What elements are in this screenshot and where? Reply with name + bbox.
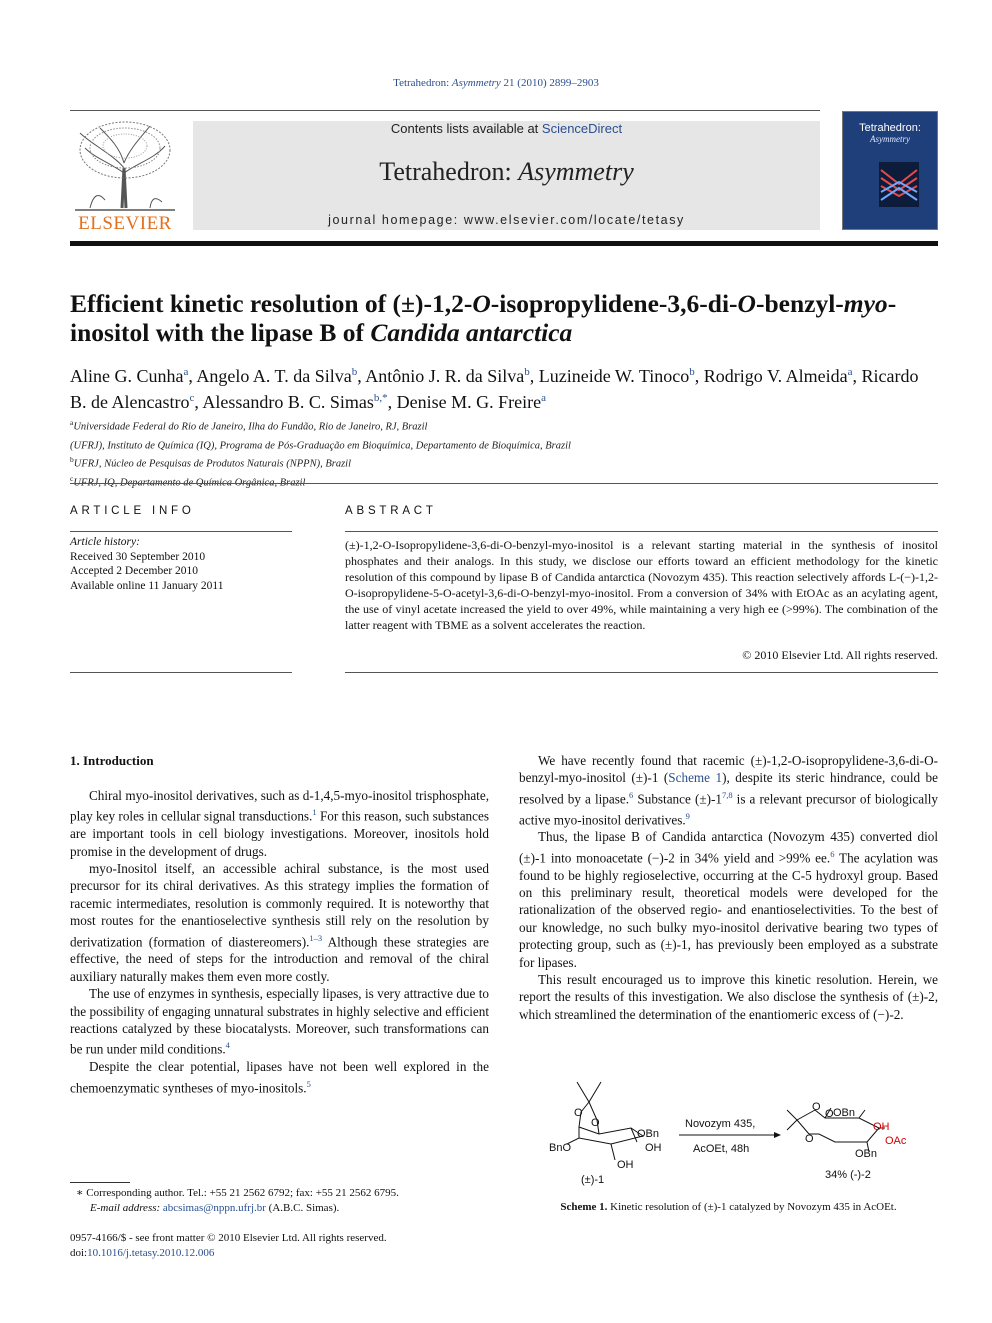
body-column-left: [70, 787, 489, 1096]
author-affiliation-mark[interactable]: a: [847, 366, 853, 378]
scheme-reaction-diagram: [519, 1072, 938, 1192]
acetate-label: OAc: [885, 1135, 907, 1147]
contents-prefix: Contents lists available at: [390, 121, 542, 136]
cover-subtitle: Asymmetry: [870, 134, 910, 144]
scheme-1: [519, 1072, 938, 1192]
cover-title: Tetrahedron:: [859, 122, 921, 134]
online-date: Available online 11 January 2011: [70, 579, 224, 592]
elsevier-logo: [70, 118, 180, 233]
group-label: OH: [617, 1159, 634, 1171]
oxygen-label: O: [574, 1107, 583, 1119]
group-label: OBn: [833, 1107, 856, 1119]
author-list: Aline G. Cunha$^a$, Angelo A. T. da Silva$^b$, Antônio J. R. da Silva$^b$, Luzineide W. Tinoco$^b$, Rodrigo V. Almeida$^a$, Ricardo B. de Alencastro$^c$, Alessandro B. C. Simas$^{b,*}$, Denise M. G. Freire$^a$: [70, 366, 919, 412]
email-link[interactable]: abcsimas@nppn.ufrj.br: [162, 1202, 266, 1214]
author-affiliation-mark[interactable]: a: [541, 392, 547, 404]
article-info-heading: ARTICLE INFO: [70, 505, 195, 517]
oxygen-label: O: [591, 1117, 600, 1129]
accepted-date: Accepted 2 December 2010: [70, 565, 199, 577]
publisher-name: ELSEVIER: [78, 213, 172, 234]
oxygen-label: O: [805, 1133, 814, 1145]
paragraph: The use of enzymes in synthesis, especially lipases, is very attractive due to the possibility of engaging unnatural substrates in highly selective and efficient reactions catalyzed by these biocatalysts. Moreover, such transformations can be run under mild conditions.$^4$: [70, 986, 489, 1057]
paragraph: Despite the clear potential, lipases have not been well explored in the chemoenzymatic syntheses of myo-inositols.$^5$: [70, 1059, 489, 1096]
affiliation-list: [70, 416, 938, 490]
issn-doi: [70, 1231, 489, 1260]
footnote-rule: [70, 1182, 130, 1183]
issn-line: 0957-4166/$ - see front matter © 2010 Elsevier Ltd. All rights reserved.: [70, 1232, 387, 1244]
reference-link[interactable]: 5: [306, 1078, 311, 1089]
author[interactable]: Alessandro B. C. Simas: [202, 392, 374, 412]
affiliation: [70, 435, 938, 454]
abstract-rule: [345, 531, 938, 532]
doi-label: doi:: [70, 1246, 88, 1259]
affiliation-text: Universidade Federal do Rio de Janeiro, Ilha do Fundão, Rio de Janeiro, RJ, Brazil: [73, 421, 428, 433]
group-label: BnO: [549, 1142, 572, 1154]
affiliation: [70, 453, 938, 472]
author-affiliation-mark[interactable]: b: [524, 366, 530, 378]
paragraph: We have recently found that racemic (±)-1,2-O-isopropylidene-3,6-di-O-benzyl-myo-inositol (±)-1 (Scheme 1), despite its steric hindrance, could be resolved by a lipase.$^6$ Substance $(\pm)-1^{7,8}$ is a relevant precursor of biologically active myo-inositol derivatives.$^9$: [519, 753, 938, 827]
author[interactable]: Antônio J. R. da Silva: [365, 366, 525, 386]
paragraph: This result encouraged us to improve this kinetic resolution. Herein, we report the results of this investigation. We also disclose the synthesis of (±)-2, which streamlined the determination of the enantiomeric excess of (−)-2.: [519, 972, 938, 1022]
author[interactable]: Aline G. Cunha: [70, 366, 184, 386]
journal-name-italic: Asymmetry: [518, 157, 634, 186]
scheme-caption: [519, 1201, 938, 1213]
group-label: OH: [645, 1142, 662, 1154]
elsevier-tree-icon: [70, 118, 180, 213]
doi-line: [70, 1246, 489, 1261]
author[interactable]: Rodrigo V. Almeida: [703, 366, 848, 386]
affiliation: [70, 472, 938, 491]
paragraph: myo-Inositol itself, an accessible achiral substance, is the most used precursor for its chiral derivatives. As this strategy implies the formation of racemic intermediates, resolution is commonly required. It is noteworthy that most routes for the enantioselective synthesis still rely on the resolution by derivatization (formation of diastereomers).$^{1-3}$ Although these strategies are effective, the need of steps for the introduction and removal of the chiral auxiliary naturally makes them even more costly.: [70, 861, 489, 984]
email-line: [70, 1201, 489, 1216]
author-affiliation-mark[interactable]: b: [351, 366, 358, 378]
affiliation-mark: c: [70, 473, 74, 483]
author[interactable]: Ricardo B. de Alencastro: [70, 366, 919, 412]
cover-art-icon: [879, 162, 919, 207]
reaction-arrow: [679, 1132, 781, 1138]
hydroxyl-label: OH: [873, 1121, 890, 1133]
molecule-left: [567, 1082, 643, 1160]
affiliation-mark: a: [70, 418, 74, 427]
affiliation-text: (UFRJ), Instituto de Química (IQ), Programa de Pós-Graduação em Bioquímica, Departamento de Bioquímica, Brazil: [70, 440, 571, 451]
conditions-label: AcOEt, 48h: [693, 1143, 750, 1155]
scheme-link[interactable]: Scheme 1: [668, 770, 723, 786]
reference-link[interactable]: 6: [830, 848, 835, 859]
footnote: [70, 1186, 489, 1216]
author[interactable]: Luzineide W. Tinoco: [538, 366, 690, 386]
introduction-heading: 1. Introduction: [70, 753, 154, 768]
journal-banner: [193, 121, 820, 230]
reference-link[interactable]: 4: [225, 1040, 230, 1051]
abstract-rule-bottom: [345, 672, 938, 673]
abstract-copyright: © 2010 Elsevier Ltd. All rights reserved.: [742, 648, 938, 662]
citation-volume: 21 (2010) 2899–2903: [500, 77, 599, 89]
scheme-caption-label: Scheme 1.: [560, 1201, 608, 1213]
reference-link[interactable]: 7,8: [721, 789, 733, 800]
email-suffix: (A.B.C. Simas).: [265, 1202, 340, 1214]
author[interactable]: Angelo A. T. da Silva: [196, 366, 352, 386]
reagent-label: Novozym 435,: [685, 1118, 756, 1130]
corresponding-author-note: ∗ Corresponding author. Tel.: +55 21 2562 6792; fax: +55 21 2562 6795.: [76, 1187, 399, 1199]
citation-journal: Tetrahedron:: [393, 77, 452, 89]
abstract-text: (±)-1,2-O-Isopropylidene-3,6-di-O-benzyl-myo-inositol is a relevant starting material in the synthesis of inositol phosphates and their analogs. In this study, we disclose our efforts toward an efficient methodology for the kinetic resolution of this compound by lipase B of Candida antarctica (Novozym 435). This reaction selectively affords L-(−)-1,2-O-isopropylidene-5-O-acetyl-3,6-di-O-benzyl-myo-inositol. From a conversion of 34% with EtOAc as an acylating agent, the use of vinyl acetate increased the yield to over 49%, while maintaining a very high ee (>99%). The combination of the latter reagent with TBME as a solvent accelerates the reaction.: [345, 538, 938, 632]
article-info-rule-bottom: [70, 672, 292, 673]
journal-homepage[interactable]: journal homepage: www.elsevier.com/locate/tetasy: [328, 213, 685, 227]
group-label: OBn: [855, 1148, 878, 1160]
author[interactable]: Denise M. G. Freire: [396, 392, 542, 412]
journal-cover: [842, 111, 938, 230]
compound-label-right: 34% (-)-2: [825, 1169, 871, 1181]
affiliation: [70, 416, 938, 435]
journal-name-plain: Tetrahedron:: [379, 157, 519, 186]
paragraph: Thus, the lipase B of Candida antarctica (Novozym 435) converted diol (±)-1 into monoacetate (−)-2 in 34% yield and >99% ee.$^6$ The acylation was found to be highly regioselective, occurring at the C-5 hydroxyl group. Based on this preliminary result, theoretical models were developed for the rationalization of the observed regio- and enantioselectivities. To the best of our knowledge, no such bulky myo-inositol derivative bearing two types of protecting group, such as (±)-1, has previously been employed as a substrate for lipases.: [519, 829, 938, 970]
reference-link[interactable]: 9: [685, 810, 690, 821]
reference-link[interactable]: 6: [629, 789, 634, 800]
group-label: OBn: [637, 1128, 660, 1140]
sciencedirect-link[interactable]: ScienceDirect: [541, 121, 623, 136]
oxygen-label: O: [812, 1101, 821, 1113]
author-affiliation-mark[interactable]: a: [183, 366, 189, 378]
article-history: [70, 535, 292, 593]
author-affiliation-mark[interactable]: c: [189, 392, 195, 404]
article-info-rule: [70, 531, 292, 532]
journal-name: [193, 157, 820, 187]
reference-link[interactable]: 1–3: [309, 932, 323, 943]
affiliation-mark: b: [70, 455, 74, 464]
header-rule: [70, 110, 820, 111]
header-thick-rule: [70, 241, 938, 246]
history-label: Article history:: [70, 536, 140, 548]
author-affiliation-mark[interactable]: b: [689, 366, 695, 378]
reference-link[interactable]: 1: [312, 807, 317, 818]
affiliation-text: UFRJ, Núcleo de Pesquisas de Produtos Naturais (NPPN), Brazil: [73, 458, 352, 470]
doi-link[interactable]: 10.1016/j.tetasy.2010.12.006: [87, 1246, 215, 1259]
scheme-caption-text: Kinetic resolution of (±)-1 catalyzed by Novozym 435 in AcOEt.: [607, 1201, 897, 1213]
citation-italic: Asymmetry: [451, 77, 501, 89]
oxygen-label: O: [825, 1108, 834, 1120]
journal-citation: [0, 77, 992, 89]
contents-line: [193, 121, 820, 136]
email-label: E-mail address:: [90, 1202, 163, 1214]
abstract-heading: ABSTRACT: [345, 505, 437, 517]
body-column-right: [519, 752, 938, 1023]
article-title: Efficient kinetic resolution of (±)-1,2-O-isopropylidene-3,6-di-O-benzyl-myo-inositol with the lipase B of Candida antarctica: [70, 289, 897, 347]
author-affiliation-mark[interactable]: b,*: [373, 392, 388, 404]
section-rule: [70, 483, 938, 484]
compound-label-left: (±)-1: [581, 1174, 605, 1186]
paragraph: Chiral myo-inositol derivatives, such as d-1,4,5-myo-inositol trisphosphate, play key roles in cellular signal transductions.$^1$ For this reason, such substances are important tools in cell biology investigations. Moreover, inositols hold promise in the development of drugs.: [70, 788, 489, 859]
received-date: Received 30 September 2010: [70, 550, 206, 563]
